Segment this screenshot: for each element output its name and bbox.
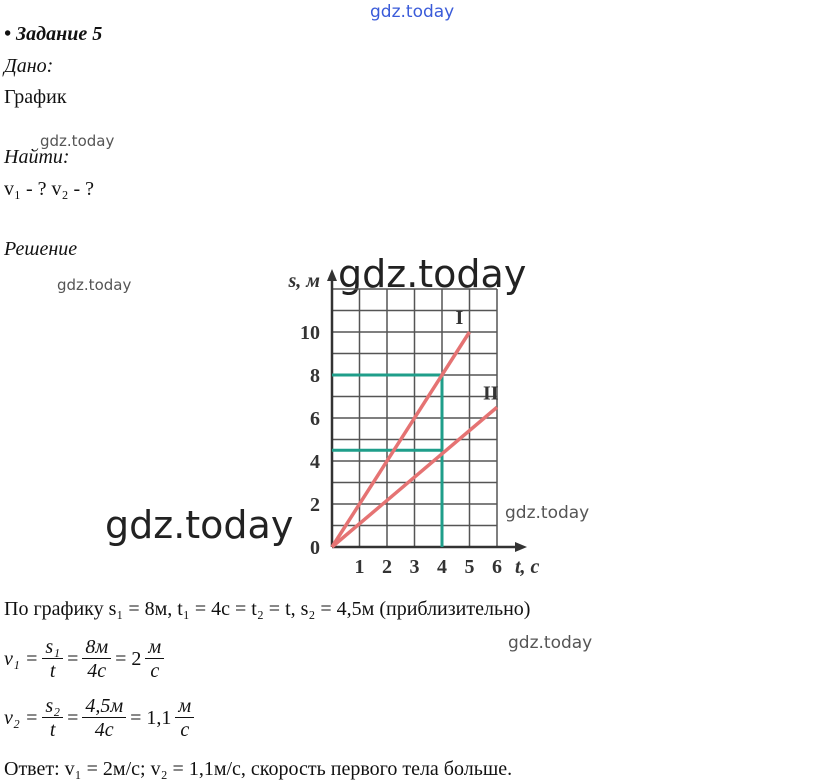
fraction-denominator: t	[49, 660, 56, 682]
fraction	[82, 636, 111, 683]
watermark: gdz.today	[508, 633, 593, 653]
y-axis-arrow	[327, 269, 337, 281]
series-label: II	[483, 382, 499, 405]
distance-time-chart	[260, 265, 540, 585]
solution-label: Решение	[4, 238, 78, 260]
fraction-denominator: t	[49, 719, 56, 741]
y-tick-label: 10	[300, 322, 320, 344]
unit-fraction	[175, 695, 194, 742]
series-label: I	[455, 307, 464, 329]
chart-labels	[288, 270, 540, 578]
watermark: gdz.today	[57, 276, 132, 294]
fraction-numerator: s₁	[42, 636, 63, 659]
x-axis-arrow	[515, 542, 527, 552]
fraction-numerator: s₂	[42, 695, 63, 718]
unit-numerator: м	[145, 636, 164, 659]
y-tick-label: 6	[310, 408, 320, 430]
x-tick-label: 4	[437, 556, 447, 578]
x-tick-label: 2	[382, 556, 392, 578]
v1-lhs: v₁ =	[4, 648, 39, 670]
fraction	[42, 695, 63, 742]
solution-line-1: По графику s₁ = 8м, t₁ = 4с = t₂ = t, s₂ = 4,5м (приблизительно)	[4, 598, 531, 620]
fraction-numerator: 4,5м	[82, 695, 126, 718]
watermark: gdz.today	[370, 2, 455, 22]
x-tick-label: 3	[409, 556, 420, 578]
x-tick-label: 5	[464, 556, 475, 578]
fraction-numerator: 8м	[82, 636, 111, 659]
watermark: gdz.today	[105, 503, 294, 547]
unit-fraction	[145, 636, 164, 683]
task-title: • Задание 5	[4, 23, 103, 45]
find-value: v₁ - ? v₂ - ?	[4, 178, 95, 200]
y-tick-label: 4	[310, 451, 320, 473]
x-tick-label: 6	[492, 556, 502, 578]
y-axis-label: s, м	[288, 270, 320, 292]
given-value: График	[4, 86, 67, 108]
find-label: Найти:	[4, 146, 70, 168]
x-tick-label: 1	[354, 556, 365, 578]
equals-sign: =	[67, 707, 79, 729]
watermark: gdz.today	[338, 252, 527, 296]
y-tick-label: 8	[310, 365, 320, 387]
given-label: Дано:	[4, 55, 54, 77]
formula-v1	[4, 636, 168, 683]
fraction-denominator: 4с	[87, 660, 107, 682]
formula-v2	[4, 695, 198, 742]
fraction-denominator: 4с	[94, 719, 114, 741]
x-axis-label: t, с	[515, 556, 540, 578]
v2-lhs: v₂ =	[4, 707, 39, 729]
fraction	[42, 636, 63, 683]
y-tick-label: 0	[310, 537, 320, 559]
equals-sign: =	[67, 648, 79, 670]
result-value: = 1,1	[130, 707, 172, 729]
watermark: gdz.today	[40, 132, 115, 150]
fraction	[82, 695, 126, 742]
result-value: = 2	[115, 648, 142, 670]
unit-numerator: м	[175, 695, 194, 718]
answer-line: Ответ: v₁ = 2м/с; v₂ = 1,1м/с, скорость первого тела больше.	[4, 758, 513, 780]
watermark: gdz.today	[505, 503, 590, 523]
unit-denominator: с	[150, 660, 160, 682]
y-tick-label: 2	[310, 494, 320, 516]
unit-denominator: с	[180, 719, 190, 741]
